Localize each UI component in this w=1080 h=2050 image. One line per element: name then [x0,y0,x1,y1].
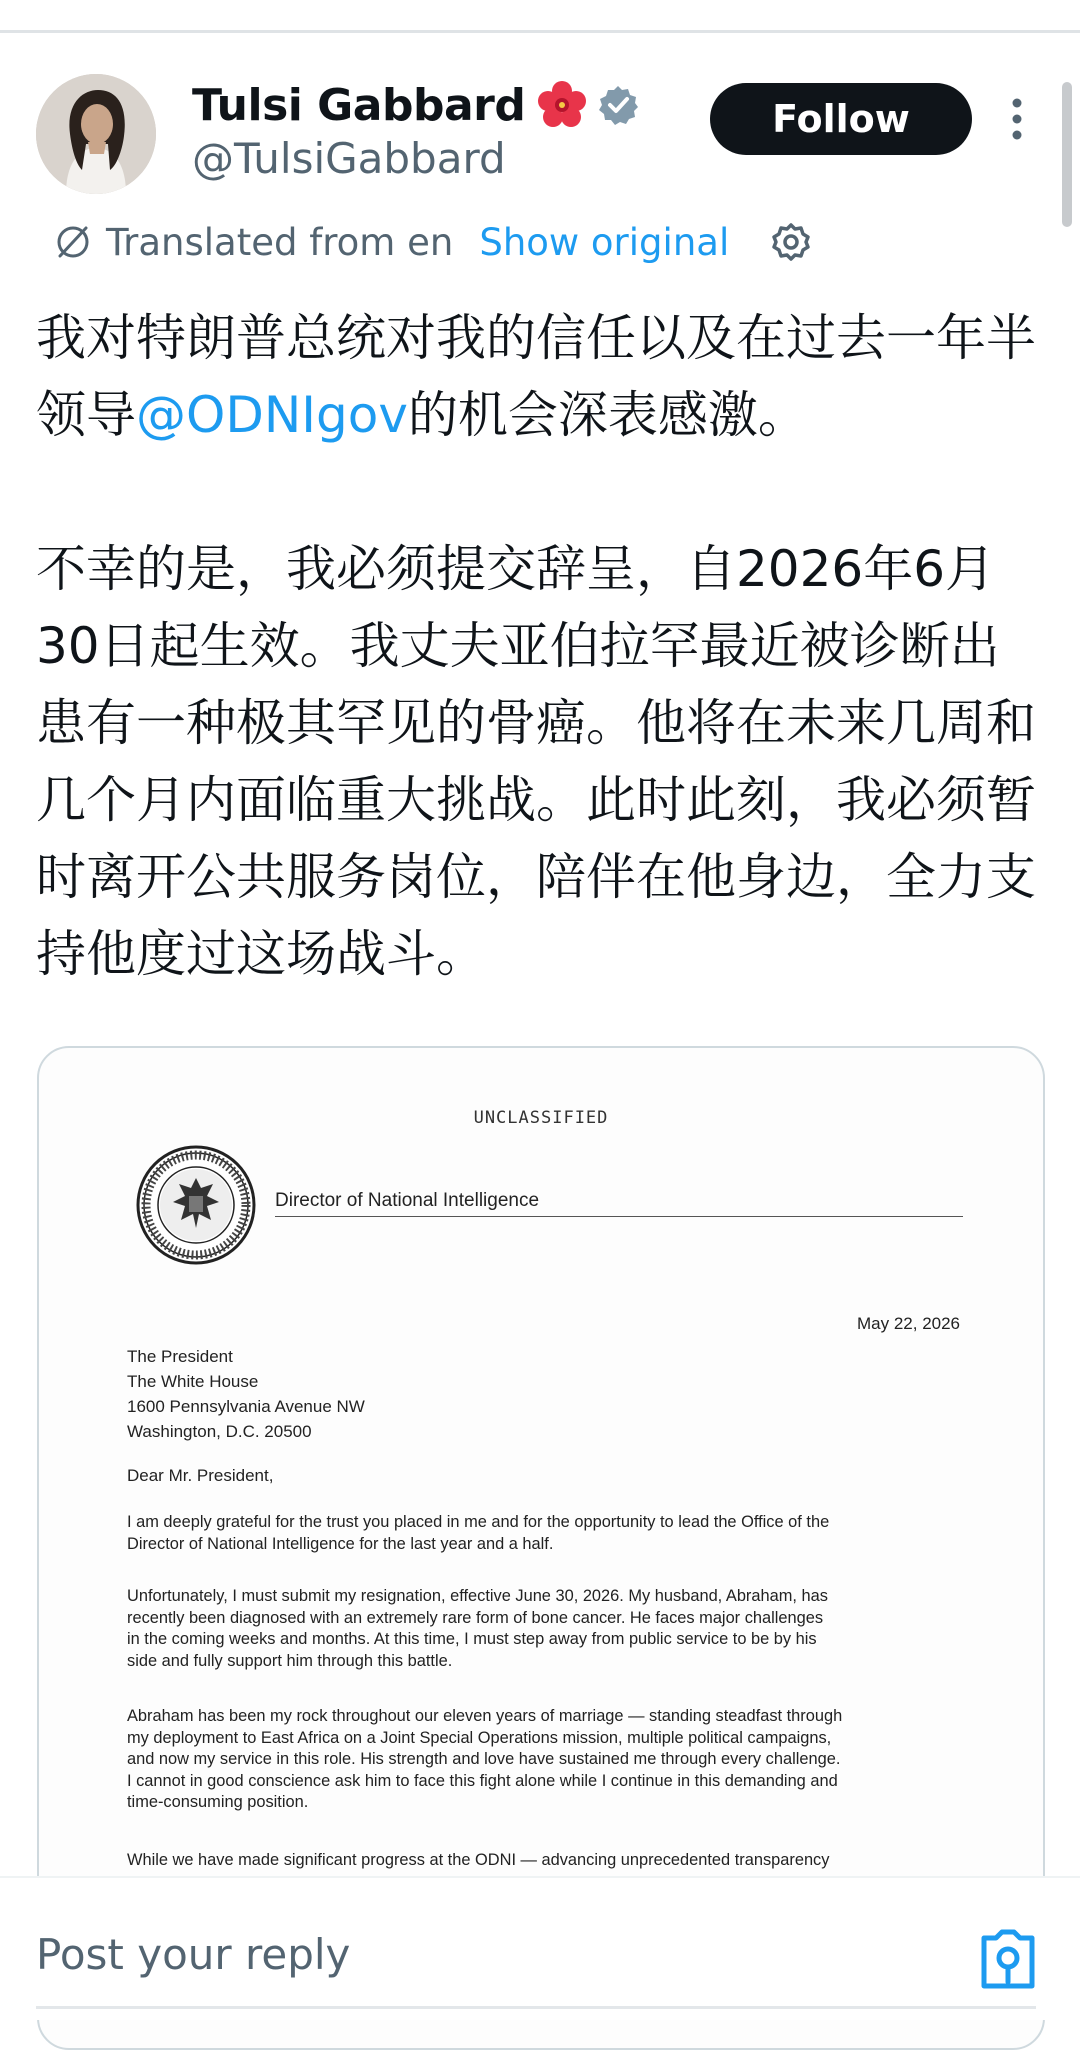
letter-line: time-consuming position. [127,1793,309,1811]
letter-paragraph-4 [127,1850,1007,1872]
letter-line: side and fully support him through this battle. [127,1651,453,1670]
address-line: 1600 Pennsylvania Avenue NW [127,1397,365,1416]
letter-salutation: Dear Mr. President, [127,1466,274,1485]
reply-bar [0,1876,1080,2020]
more-icon[interactable] [1010,98,1024,140]
address-line: Washington, D.C. 20500 [127,1422,312,1441]
letter-line: Unfortunately, I must submit my resignation, effective June 30, 2026. My husband, Abraham, has [127,1587,828,1605]
author-name[interactable]: Tulsi Gabbard [192,79,526,131]
letterhead-org: Director of National Intelligence [275,1190,540,1211]
follow-button[interactable]: Follow [710,83,972,155]
tweet-text-part: 的机会深表感激。 [407,386,808,444]
tweet-text [36,300,1046,993]
letterhead-rule [275,1216,963,1217]
pin-icon[interactable] [976,1924,1040,1994]
mention-link[interactable]: @ODNIgov [136,386,408,444]
letter-line: Abraham has been my rock throughout our eleven years of marriage — standing steadfast through [127,1707,843,1725]
top-divider [0,30,1080,33]
letter-line: Director of National Intelligence for the last year and a half. [127,1534,554,1553]
letter-paragraph-2 [127,1586,1007,1672]
verified-badge-icon[interactable] [597,84,639,126]
letter-address [127,1344,365,1444]
translate-icon [52,222,92,262]
reply-underline [36,2006,1036,2009]
tweet-text-part: 我对特朗普总统对我的信任以及在过去一年半领导 [36,309,1036,444]
author-handle[interactable]: @TulsiGabbard [192,134,506,183]
letter-line: in the coming weeks and months. At this time, I must step away from public service to be by his [127,1630,817,1648]
letter-paragraph-1 [127,1512,1007,1555]
tweet-paragraph-2: 不幸的是，我必须提交辞呈，自2026年6月30日起生效。我丈夫亚伯拉罕最近被诊断出患有一种极其罕见的骨癌。他将在未来几周和几个月内面临重大挑战。此时此刻，我必须暂时离开公共服务岗位，陪伴在他身边，全力支持他度过这场战斗。 [36,540,1036,983]
classification-marking: UNCLASSIFIED [473,1108,609,1128]
reply-input[interactable]: Post your reply [36,1930,351,1979]
scrollbar[interactable] [1062,82,1072,227]
address-line: The President [127,1347,233,1366]
author-name-row [192,76,639,134]
letter-line: While we have made significant progress at the ODNI — advancing unprecedented transparency [127,1851,830,1869]
tweet-paragraph-1 [36,300,1046,454]
avatar[interactable] [36,74,156,194]
seal-image [135,1144,257,1266]
letter-line: my deployment to East Africa on a Joint Special Operations mission, multiple political campaigns, [127,1728,832,1747]
address-line: The White House [127,1372,259,1391]
letter-line: recently been diagnosed with an extremely rare form of bone cancer. He faces major challenges [127,1608,824,1627]
letter-line: I cannot in good conscience ask him to face this fight alone while I continue in this demanding and [127,1771,838,1790]
letter-paragraph-3 [127,1706,1007,1814]
letter-line: I am deeply grateful for the trust you placed in me and for the opportunity to lead the Office of the [127,1513,830,1531]
show-original-link[interactable]: Show original [479,220,730,264]
gear-icon[interactable] [769,220,813,264]
letter-date: May 22, 2026 [857,1314,961,1333]
translated-from-label: Translated from en [106,220,454,264]
letter-line: and now my service in this role. His strength and love have sustained me through every challenge. [127,1750,841,1768]
translation-row [52,214,813,270]
hibiscus-emoji [537,80,587,130]
